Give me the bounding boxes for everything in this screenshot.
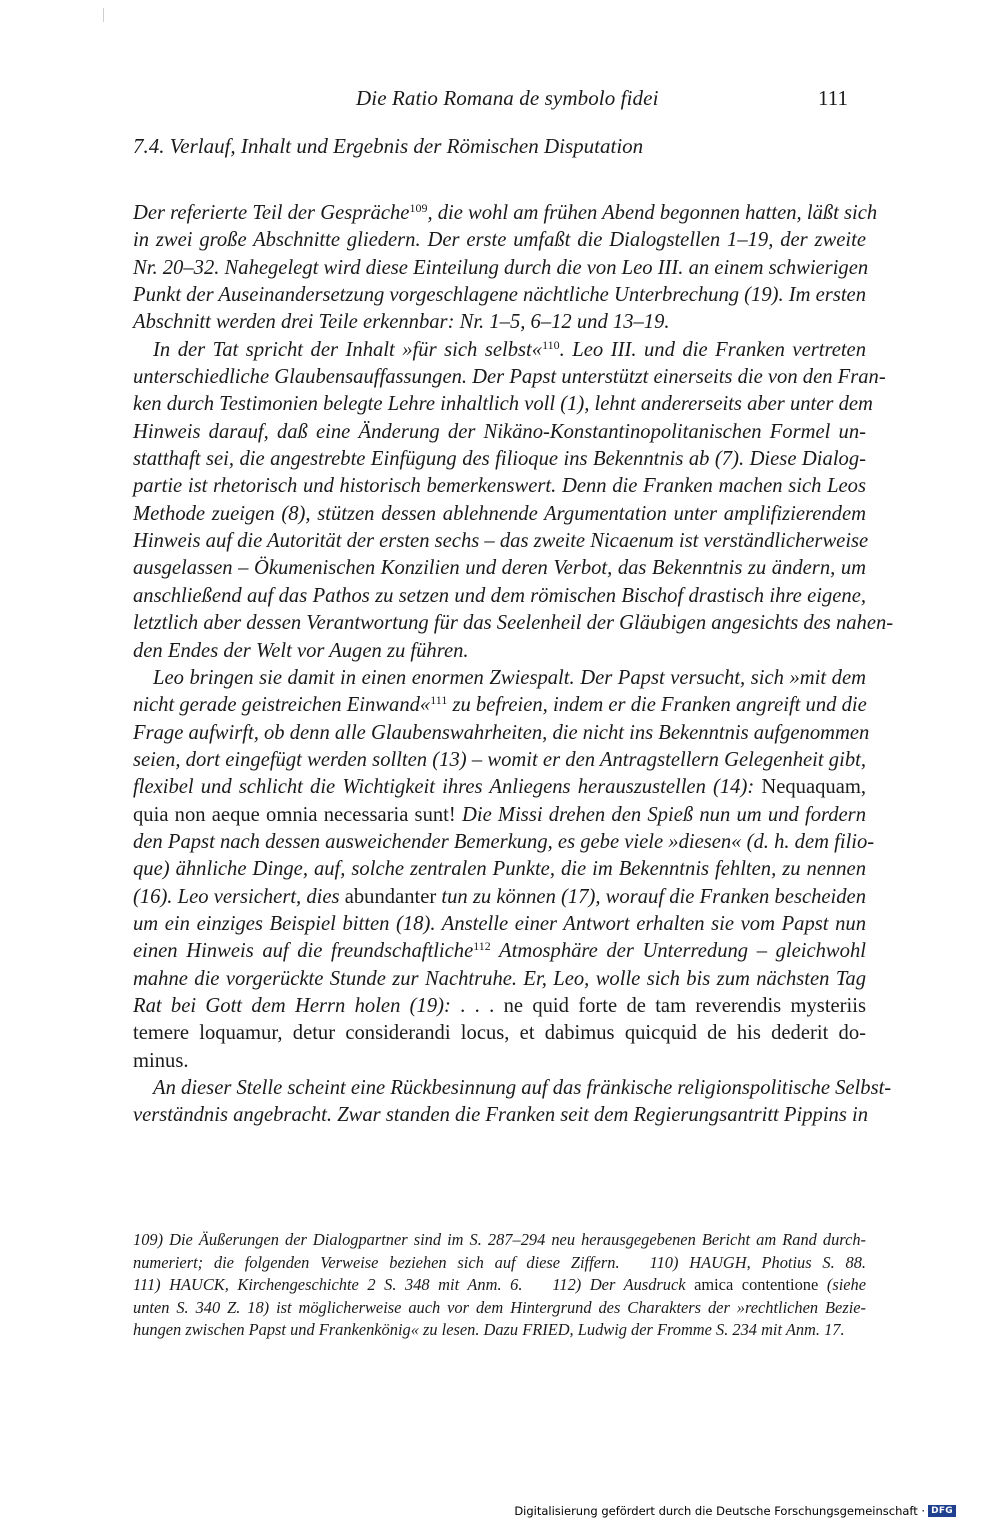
text-line (133, 200, 878, 227)
text-span: Atmosphäre der Unterredung – gleichwohl (490, 940, 866, 963)
text-span: Rat bei Gott dem Herrn holen (19): (133, 994, 451, 1017)
text-span: In der Tat spricht der Inhalt »für sich selbst« (153, 338, 543, 361)
text-line (133, 884, 866, 911)
footnotes (133, 1229, 866, 1342)
text-line (133, 993, 866, 1020)
text-span: nicht gerade geistreichen Einwand« (133, 694, 431, 717)
footnote-line: 109) Die Äußerungen der Dialogpartner sind im S. 287–294 neu herausgegebenen Bericht am Rand durch- (133, 1230, 866, 1249)
text-line: letztlich aber dessen Verantwortung für das Seelenheil der Gläubigen angesichts des nahen- (133, 612, 894, 635)
text-line: verständnis angebracht. Zwar standen die Franken seit dem Regierungsantritt Pippins in (133, 1104, 869, 1127)
text-span: Der referierte Teil der Gespräche (133, 202, 410, 224)
latin-quote: Nequaquam, (754, 776, 867, 799)
text-line: statthaft sei, die angestrebte Einfügung des filioque ins Bekenntnis ab (7). Diese Dialog- (133, 448, 866, 471)
body-text (133, 200, 894, 1130)
text-line (133, 938, 866, 965)
text-line: Methode zueigen (8), stützen dessen ablehnende Argumentation unter amplifizierendem (133, 502, 866, 525)
footnote-109-end: numeriert; die folgenden Verweise beziehen sich auf diese Ziffern. (133, 1252, 620, 1272)
text-line (133, 802, 866, 829)
text-line: Punkt der Auseinandersetzung vorgeschlagene nächtliche Unterbrechung (19). Im ersten (133, 284, 866, 307)
scan-edge-mark (103, 8, 104, 22)
footnote-110: 110) HAUGH, Photius S. 88. (649, 1252, 866, 1272)
dfg-logo[interactable]: DFG (928, 1505, 956, 1517)
text-span: . Leo III. und die Franken vertreten (559, 338, 866, 361)
text-line: unterschiedliche Glaubensauffassungen. Der Papst unterstützt einerseits die von den Fran- (133, 366, 886, 389)
footnote-line: hungen zwischen Papst und Frankenkönig« zu lesen. Dazu FRIED, Ludwig der Fromme S. 234 mit Anm. 17. (133, 1320, 845, 1340)
latin-quote: quia non aeque omnia necessaria sunt! (133, 803, 456, 826)
latin-phrase: amica contentione (685, 1275, 819, 1295)
text-line: Leo bringen sie damit in einen enormen Zwiespalt. Der Papst versucht, sich »mit dem (153, 666, 866, 689)
section-heading: 7.4. Verlauf, Inhalt und Ergebnis der Römischen Disputation (133, 134, 644, 158)
funding-note-text: Digitalisierung gefördert durch die Deutsche Forschungsgemeinschaft · (514, 1504, 926, 1518)
text-line: ausgelassen – Ökumenischen Konzilien und deren Verbot, das Bekenntnis zu ändern, um (133, 557, 866, 580)
footnote-ref-109[interactable]: 109 (409, 201, 428, 215)
text-span: zu befreien, indem er die Franken angreift und die (447, 694, 867, 717)
text-span: (siehe (818, 1275, 866, 1295)
funding-note (514, 1504, 956, 1518)
footnote-ref-111[interactable]: 111 (430, 693, 448, 708)
footnote-line (133, 1274, 866, 1297)
text-line: Abschnitt werden drei Teile erkennbar: Nr. 1–5, 6–12 und 13–19. (133, 311, 670, 334)
text-line: den Papst nach dessen ausweichender Bemerkung, es gebe viele »diesen« (d. h. dem filio- (133, 830, 875, 853)
footnote-line (133, 1252, 866, 1275)
text-line: seien, dort eingefügt werden sollten (13) – womit er den Antragstellern Gelegenheit gibt, (133, 748, 866, 771)
text-line: in zwei große Abschnitte gliedern. Der erste umfaßt die Dialogstellen 1–19, der zweite (133, 229, 866, 252)
text-line: anschließend auf das Pathos zu setzen und dem römischen Bischof drastisch ihre eigene, (133, 584, 866, 607)
text-line: Nr. 20–32. Nahegelegt wird diese Einteilung durch die von Leo III. an einem schwierigen (133, 256, 869, 279)
text-span: , die wohl am frühen Abend begonnen hatten, läßt sich (427, 202, 878, 224)
text-line: mahne die vorgerückte Stunde zur Nachtruhe. Er, Leo, wolle sich bis zum nächsten Tag (133, 967, 866, 990)
text-line: ken durch Testimonien belegte Lehre inhaltlich voll (1), lehnt andererseits aber unter dem (133, 393, 873, 416)
text-span: tun zu können (17), worauf die Franken bescheiden (436, 885, 866, 908)
footnote-111: 111) HAUCK, Kirchengeschichte 2 S. 348 mit Anm. 6. (133, 1275, 523, 1295)
text-line: Hinweis darauf, daß eine Änderung der Nikäno-Konstantinopolitanischen Formel un- (133, 420, 866, 443)
text-line: temere loquamur, detur considerandi locus, et dabimus quicquid de his dederit do- (133, 1022, 866, 1045)
text-span: einen Hinweis auf die freundschaftliche (133, 940, 474, 963)
text-line: den Endes der Welt vor Augen zu führen. (133, 639, 469, 662)
text-line (133, 692, 866, 719)
latin-word: abundanter (339, 885, 437, 908)
text-line: um ein einziges Beispiel bitten (18). Anstelle einer Antwort erhalten sie vom Papst nun (133, 912, 866, 935)
text-line: que) ähnliche Dinge, auf, solche zentralen Punkte, die im Bekenntnis fehlten, zu nennen (133, 858, 866, 881)
footnote-line: unten S. 340 Z. 18) ist möglicherweise auch vor dem Hintergrund des Charakters der »rechtlichen Bezie- (133, 1297, 866, 1317)
text-line: Frage aufwirft, ob denn alle Glaubenswahrheiten, die nicht ins Bekenntnis aufgenommen (133, 721, 870, 744)
text-line: Hinweis auf die Autorität der ersten sechs – das zweite Nicaenum ist verständlicherweise (133, 530, 869, 553)
text-line (133, 337, 866, 364)
footnote-ref-112[interactable]: 112 (473, 939, 491, 954)
text-line: partie ist rhetorisch und historisch bemerkenswert. Denn die Franken machen sich Leos (133, 475, 866, 498)
text-line: minus. (133, 1049, 189, 1072)
text-span: Die Missi drehen den Spieß nun um und fordern (455, 803, 866, 826)
footnote-ref-110[interactable]: 110 (542, 337, 560, 352)
running-head: Die Ratio Romana de symbolo fidei (356, 86, 659, 110)
text-span: (16). Leo versichert, dies (133, 885, 340, 908)
footnote-112: 112) Der Ausdruck (552, 1275, 686, 1295)
text-line (133, 774, 866, 801)
text-span: flexibel und schlicht die Wichtigkeit ihres Anliegens herauszustellen (14): (133, 776, 755, 799)
text-line: An dieser Stelle scheint eine Rückbesinnung auf das fränkische religionspolitische Selbst- (153, 1077, 892, 1099)
page-number: 111 (818, 86, 848, 110)
latin-quote: . . . ne quid forte de tam reverendis mysteriis (450, 994, 867, 1017)
